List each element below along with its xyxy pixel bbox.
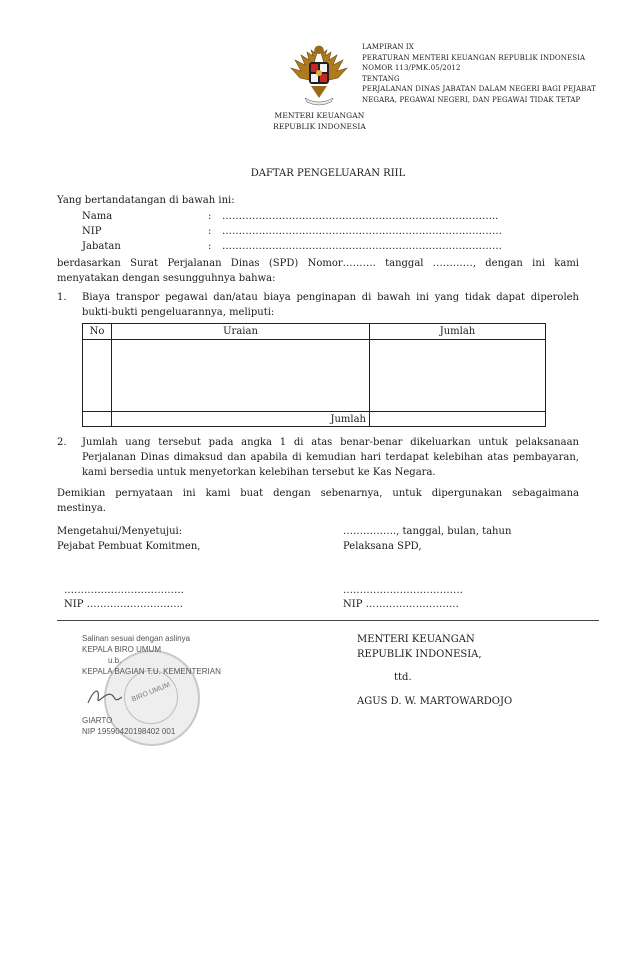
lampiran-line: PERATURAN MENTERI KEUANGAN REPUBLIK INDONESIA [362,53,586,62]
table-header-row [83,324,546,340]
lampiran-line: PERJALANAN DINAS JABATAN DALAM NEGERI BAGI PEJABAT [362,85,597,93]
table-cell [83,412,112,427]
signature-left-name: ……………………………… [64,585,184,596]
statement-line: berdasarkan Surat Perjalanan Dinas (SPD) Nomor………. tanggal …………, dengan ini kami [57,258,579,269]
lampiran-line: LAMPIRAN IX [362,43,414,51]
statement-line: menyatakan dengan sesungguhnya bahwa: [57,273,276,284]
signature-left-nip: NIP ……………………….. [64,599,183,610]
col-no-header: No [83,324,112,340]
point-number: 2. [57,437,67,448]
handwritten-signature-icon [84,681,144,711]
identity-dots: ………………………………………………………………………… [222,241,502,252]
copy-certification [82,633,262,741]
footer-ministry-line: REPUBLIK INDONESIA, [357,649,482,660]
signature-right-nip: NIP ………………………. [343,599,459,610]
ministry-line: REPUBLIK INDONESIA [273,122,366,131]
footer-ttd: ttd. [394,672,412,683]
table-cell [83,340,112,412]
total-value-cell [370,412,546,427]
identity-colon: : [208,226,212,237]
identity-row-nama [82,209,522,223]
identity-row-jabatan [82,239,522,253]
signature-left-role: Pejabat Pembuat Komitmen, [57,541,201,552]
stamp-line: Salinan sesuai dengan aslinya [82,634,191,643]
identity-colon: : [208,241,212,252]
signature-left-label: Mengetahui/Menyetujui: [57,526,183,537]
stamp-line: KEPALA BAGIAN T.U. KEMENTERIAN [82,667,221,676]
identity-row-nip [82,224,522,238]
closing-text: mestinya. [57,503,106,514]
closing-text: Demikian pernyataan ini kami buat dengan sebenarnya, untuk dipergunakan sebagaimana [57,488,579,499]
point1-text: Biaya transpor pegawai dan/atau biaya penginapan di bawah ini yang tidak dapat diperoleh [82,292,579,303]
point2-text: Perjalanan Dinas dimaksud dan apabila di kemudian hari terdapat kelebihan atas pembayaran, [82,452,579,463]
point-number: 1. [57,292,67,303]
stamp-line: KEPALA BIRO UMUM [82,645,161,654]
lampiran-line: NEGARA, PEGAWAI NEGERI, DAN PEGAWAI TIDAK TETAP [362,95,581,104]
identity-colon: : [208,211,212,222]
stamp-name: GIARTO [82,716,113,725]
stamp-nip: NIP 19590420198402 001 [82,727,176,736]
intro-text: Yang bertandatangan di bawah ini: [57,195,235,206]
footer-minister-name: AGUS D. W. MARTOWARDOJO [357,696,513,707]
ministry-line: MENTERI KEUANGAN [274,111,365,120]
point1-text: bukti-bukti pengeluarannya, meliputi: [82,307,275,318]
total-label: Jumlah [112,412,370,427]
table-total-row [83,412,546,427]
col-uraian-header: Uraian [112,324,370,340]
point2-text: kami bersedia untuk menyetorkan kelebihan tersebut ke Kas Negara. [82,467,436,478]
signature-right-role: Pelaksana SPD, [343,541,422,552]
expense-table [82,323,546,427]
signature-right-name: ……………………………… [343,585,463,596]
signature-right-date: ……………., tanggal, bulan, tahun [343,526,512,537]
footer-ministry-line: MENTERI KEUANGAN [357,634,475,645]
lampiran-line: NOMOR 113/PMK.05/2012 [362,64,461,72]
stamp-line: u.b. [108,656,122,665]
point2-text: Jumlah uang tersebut pada angka 1 di atas benar-benar dikeluarkan untuk pelaksanaan [82,437,579,448]
identity-dots: ………………………………………………………………………… [222,226,502,237]
stamp-circle-text: BIRO UMUM [130,681,172,704]
table-cell [370,340,546,412]
lampiran-line: TENTANG [362,74,400,83]
lampiran-block [362,42,607,105]
table-row [83,340,546,412]
divider-line [57,620,599,621]
stamp-signature-area [82,677,262,715]
page-title: DAFTAR PENGELUARAN RIIL [250,168,406,179]
identity-label: NIP [82,226,102,237]
garuda-emblem-icon [287,40,351,108]
table-cell [112,340,370,412]
col-jumlah-header: Jumlah [370,324,546,340]
identity-label: Jabatan [82,241,121,252]
identity-dots: ……………………………………………………………………….. [222,211,499,222]
ministry-heading [262,110,377,132]
identity-label: Nama [82,211,113,222]
